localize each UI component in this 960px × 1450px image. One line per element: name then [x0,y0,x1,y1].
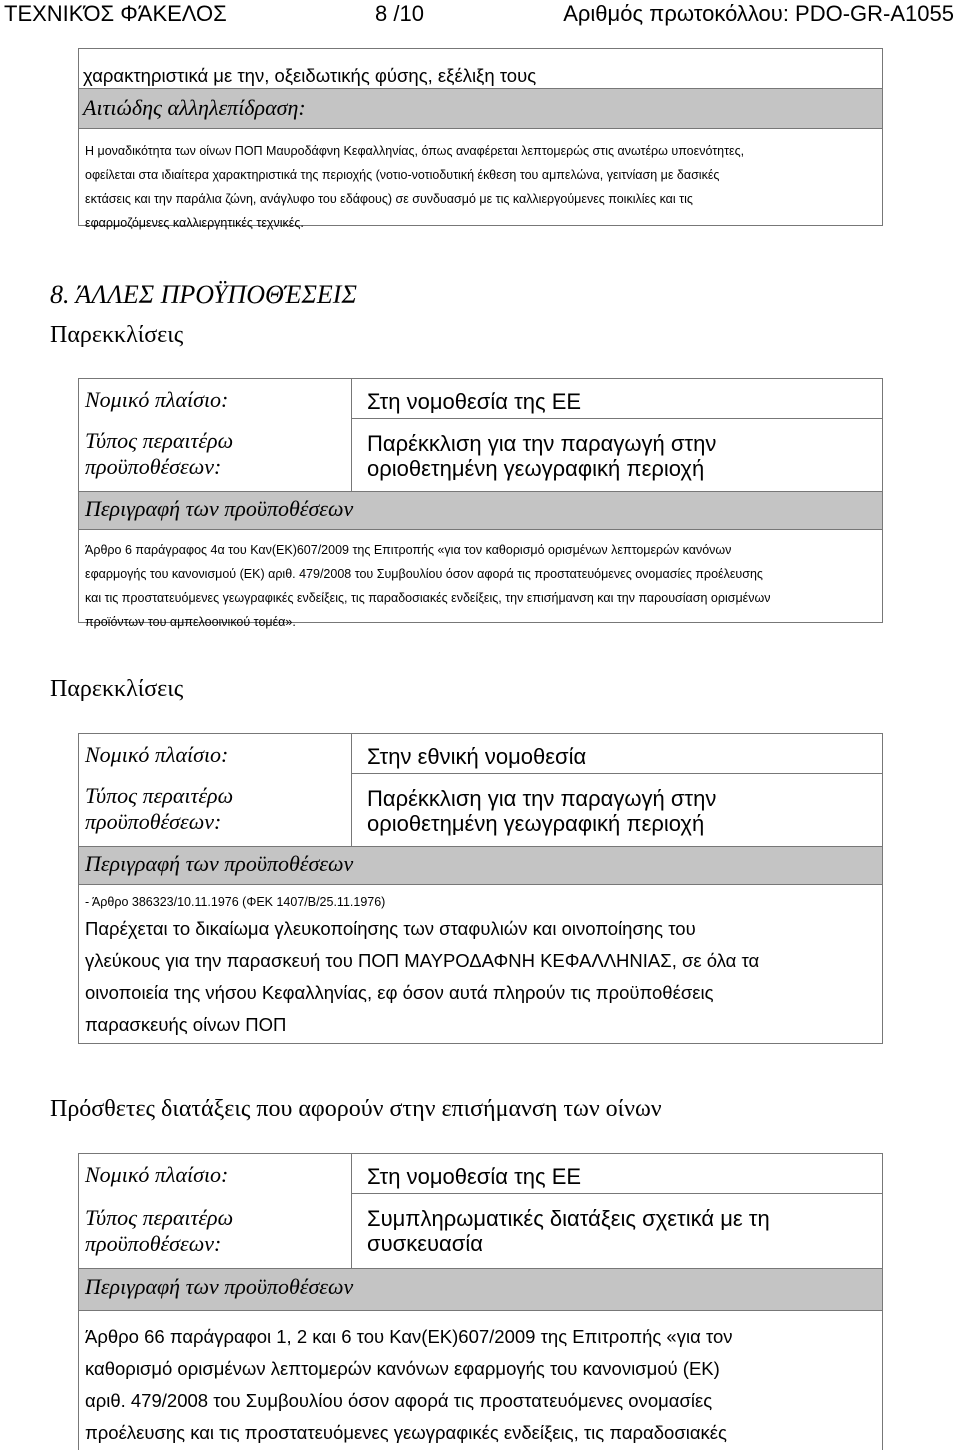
description-line: Άρθρο 66 παράγραφοι 1, 2 και 6 του Καν(ΕΚ)607/2009 της Επιτροπής «για τον [85,1326,733,1347]
description-body [79,1310,882,1449]
description-label: Περιγραφή των προϋποθέσεων [85,1274,354,1299]
block-heading: Πρόσθετες διατάξεις που αφορούν στην επισήμανση των οίνων [50,1096,662,1122]
causal-line: εκτάσεις και την παράλια ζώνη, ανάγλυφο του εδάφους) σε συνδυασμό με τις καλλιεργούμενες ποικιλίες και τις [85,192,693,206]
description-line: οινοποιεία της νήσου Κεφαλληνίας, εφ όσον αυτά πληρούν τις προϋποθέσεις [85,982,714,1003]
description-line: γλεύκους για την παρασκευή του ΠΟΠ ΜΑΥΡΟΔΑΦΝΗ ΚΕΦΑΛΛΗΝΙΑΣ, σε όλα τα [85,950,760,971]
description-body [79,529,882,634]
block-heading: Παρεκκλίσεις [50,676,184,702]
section-title: 8. ΆΛΛΕΣ ΠΡΟΫΠΟΘΈΣΕΙΣ [50,280,357,309]
description-label: Περιγραφή των προϋποθέσεων [85,851,354,876]
block-heading: Παρεκκλίσεις [50,322,184,348]
page-number: 8 /10 [375,1,424,26]
condition-type-label: Τύπος περαιτέρω προϋποθέσεων: [85,428,234,479]
condition-box [78,378,883,629]
continuation-row [79,49,882,88]
causal-description [79,128,882,235]
description-line: Παρέχεται το δικαίωμα γλευκοποίησης των σταφυλιών και οινοποίησης του [85,918,696,939]
description-label-row [79,491,882,529]
protocol-number: Αριθμός πρωτοκόλλου: PDO-GR-A1055 [563,1,954,26]
description-label-row [79,1268,882,1310]
condition-type-value: Παρέκκλιση για την παραγωγή στην οριοθετημένη γεωγραφική περιοχή [367,786,717,836]
condition-box [78,733,883,1044]
condition-type-label: Τύπος περαιτέρω προϋποθέσεων: [85,783,234,834]
causal-line: εφαρμοζόμενες καλλιεργητικές τεχνικές. [85,216,304,230]
legal-framework-label: Νομικό πλαίσιο: [85,1162,229,1187]
condition-type-value: Συμπληρωματικές διατάξεις σχετικά με τη συσκευασία [367,1206,770,1256]
description-label-row [79,846,882,884]
description-label: Περιγραφή των προϋποθέσεων [85,496,354,521]
legal-framework-label: Νομικό πλαίσιο: [85,742,229,767]
continuation-text: χαρακτηριστικά με την, οξειδωτικής φύσης, εξέλιξη τους [83,65,537,86]
description-line: και τις προστατευόμενες γεωγραφικές ενδείξεις, τις παραδοσιακές ενδείξεις, την επισήμανση και την παρουσίαση ορισμένων [85,591,771,605]
condition-type-label: Τύπος περαιτέρω προϋποθέσεων: [85,1205,234,1256]
description-first-line: - Άρθρο 386323/10.11.1976 (ΦΕΚ 1407/Β/25.11.1976) [85,895,386,909]
legal-framework-value: Στη νομοθεσία της ΕΕ [367,1164,582,1189]
causal-line: Η μοναδικότητα των οίνων ΠΟΠ Μαυροδάφνη Κεφαλληνίας, όπως αναφέρεται λεπτομερώς στις ανωτέρω υποενότητες, [85,144,745,158]
causal-link-box [78,48,883,230]
document-title: ΤΕΧΝΙΚΌΣ ΦΆΚΕΛΟΣ [4,1,227,26]
condition-header [79,379,882,491]
description-line: εφαρμογής του κανονισμού (ΕΚ) αριθ. 479/2008 του Συμβουλίου όσον αφορά τις προστατευόμενες ονομασίες προέλευσης [85,567,763,581]
causal-label: Αιτιώδης αλληλεπίδραση: [83,95,306,120]
condition-header [79,1154,882,1268]
description-line: προϊόντων του αμπελοοινικού τομέα». [85,615,296,629]
causal-label-row [79,88,882,128]
legal-framework-value: Στη νομοθεσία της ΕΕ [367,389,582,414]
page-header [0,0,960,30]
condition-header [79,734,882,846]
description-line: αριθ. 479/2008 του Συμβουλίου όσον αφορά τις προστατευόμενες ονομασίες [85,1390,713,1411]
condition-type-value: Παρέκκλιση για την παραγωγή στην οριοθετημένη γεωγραφική περιοχή [367,431,717,481]
causal-line: οφείλεται στα ιδιαίτερα χαρακτηριστικά της περιοχής (νοτιο-νοτιοδυτική έκθεση του αμπελώνα, γειτνίαση με δασικές [85,168,720,182]
description-line: προέλευσης και τις προστατευόμενες γεωγραφικές ενδείξεις, τις παραδοσιακές [85,1422,727,1443]
description-line: καθορισμό ορισμένων λεπτομερών κανόνων εφαρμογής του κανονισμού (ΕΚ) [85,1358,720,1379]
legal-framework-label: Νομικό πλαίσιο: [85,387,229,412]
legal-framework-value: Στην εθνική νομοθεσία [367,744,587,769]
description-line: Άρθρο 6 παράγραφος 4α του Καν(ΕΚ)607/2009 της Επιτροπής «για τον καθορισμό ορισμένων λεπτομερών κανόνων [85,543,732,557]
description-line: παρασκευής οίνων ΠΟΠ [85,1014,287,1035]
condition-box [78,1153,883,1450]
description-body [79,884,882,1041]
